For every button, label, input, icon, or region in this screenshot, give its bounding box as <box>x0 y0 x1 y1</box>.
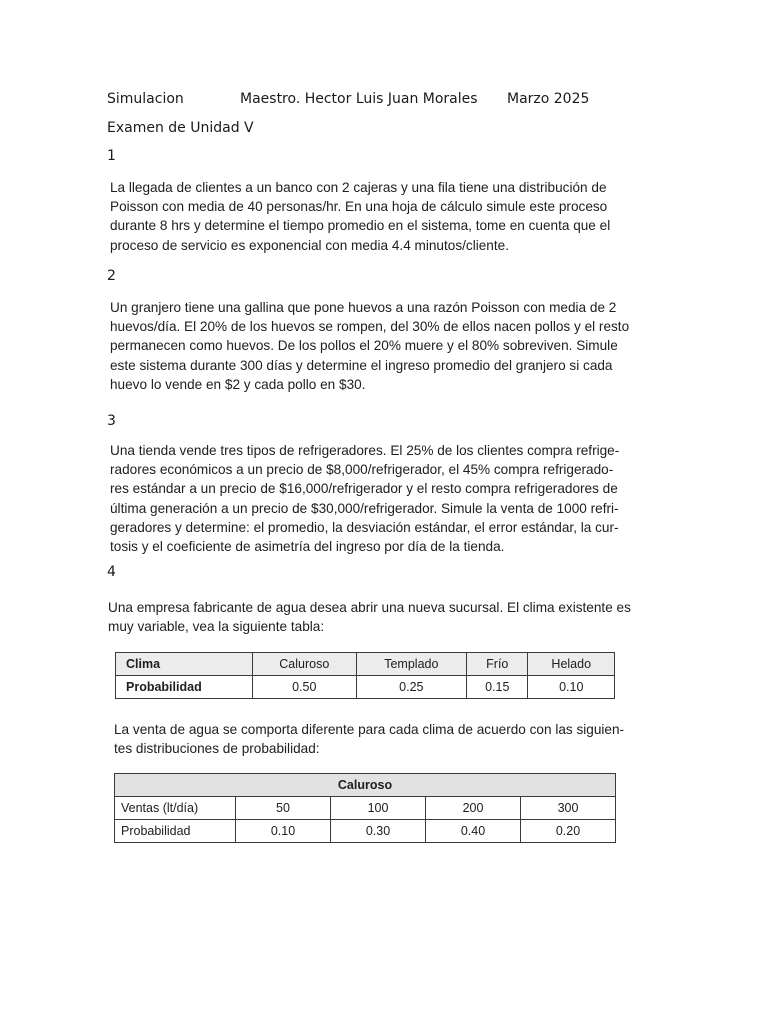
table-cell: Caluroso <box>253 653 357 676</box>
table-cell: 200 <box>426 797 521 820</box>
table-cell: 100 <box>331 797 426 820</box>
table-cell: Probabilidad <box>116 676 253 699</box>
text-line: proceso de servicio es exponencial con media 4.4 minutos/cliente. <box>110 237 509 253</box>
problem-number: 4 <box>107 564 116 580</box>
problem-text-1 <box>110 178 610 255</box>
text-line: Una tienda vende tres tipos de refrigeradores. El 25% de los clientes compra refrige- <box>110 443 620 458</box>
table-row <box>115 774 616 797</box>
table-cell: Probabilidad <box>115 820 236 843</box>
table-row <box>115 820 616 843</box>
table-cell: 0.20 <box>521 820 616 843</box>
sales-table <box>114 773 616 843</box>
problem-text-4-intro <box>108 598 631 636</box>
problem-text-3 <box>110 441 619 556</box>
text-line: La venta de agua se comporta diferente para cada clima de acuerdo con las siguien- <box>114 722 625 737</box>
problem-number: 3 <box>107 413 116 429</box>
table-cell: 0.30 <box>331 820 426 843</box>
table-cell: 0.10 <box>528 676 615 699</box>
table-row <box>116 676 615 699</box>
course-name: Simulacion <box>107 91 184 107</box>
table-row <box>115 797 616 820</box>
table-cell: 0.50 <box>253 676 357 699</box>
table-cell: Helado <box>528 653 615 676</box>
problem-text-2 <box>110 298 629 394</box>
text-line: última generación a un precio de $30,000/refrigerador. Simule la venta de 1000 refri- <box>110 500 619 516</box>
problem-text-4-mid <box>114 720 624 758</box>
exam-date: Marzo 2025 <box>507 91 590 107</box>
table-cell: Ventas (lt/día) <box>115 797 236 820</box>
text-line: muy variable, vea la siguiente tabla: <box>108 619 325 635</box>
table-caption: Caluroso <box>115 774 616 797</box>
table-cell: 50 <box>236 797 331 820</box>
text-line: este sistema durante 300 días y determine el ingreso promedio del granjero si cada <box>110 357 613 373</box>
text-line: Una empresa fabricante de agua desea abrir una nueva sucursal. El clima existente es <box>108 600 631 615</box>
exam-title: Examen de Unidad V <box>107 120 254 136</box>
table-cell: 0.25 <box>356 676 466 699</box>
table-cell: Clima <box>116 653 253 676</box>
text-line: tosis y el coeficiente de asimetría del ingreso por día de la tienda. <box>110 539 505 555</box>
text-line: res estándar a un precio de $16,000/refrigerador y el resto compra refrigeradores de <box>110 481 618 497</box>
text-line: durante 8 hrs y determine el tiempo promedio en el sistema, tome en cuenta que el <box>110 218 611 234</box>
table-cell: Frío <box>467 653 528 676</box>
table-cell: 0.15 <box>467 676 528 699</box>
table-row <box>116 653 615 676</box>
text-line: La llegada de clientes a un banco con 2 cajeras y una fila tiene una distribución de <box>110 180 607 195</box>
text-line: huevos/día. El 20% de los huevos se rompen, del 30% de ellos nacen pollos y el resto <box>110 319 630 335</box>
text-line: huevo lo vende en $2 y cada pollo en $30. <box>110 376 366 392</box>
text-line: permanecen como huevos. De los pollos el 20% muere y el 80% sobreviven. Simule <box>110 338 618 354</box>
climate-table <box>115 652 615 699</box>
table-cell: 0.10 <box>236 820 331 843</box>
text-line: Poisson con media de 40 personas/hr. En una hoja de cálculo simule este proceso <box>110 199 608 215</box>
table-cell: Templado <box>356 653 466 676</box>
problem-number: 2 <box>107 268 116 284</box>
text-line: Un granjero tiene una gallina que pone huevos a una razón Poisson con media de 2 <box>110 300 617 315</box>
teacher-name: Maestro. Hector Luis Juan Morales <box>240 91 478 107</box>
problem-number: 1 <box>107 148 116 164</box>
text-line: geradores y determine: el promedio, la desviación estándar, el error estándar, la cur- <box>110 519 619 535</box>
table-cell: 300 <box>521 797 616 820</box>
table-cell: 0.40 <box>426 820 521 843</box>
text-line: radores económicos a un precio de $8,000/refrigerador, el 45% compra refrigerado- <box>110 462 614 478</box>
text-line: tes distribuciones de probabilidad: <box>114 741 320 757</box>
